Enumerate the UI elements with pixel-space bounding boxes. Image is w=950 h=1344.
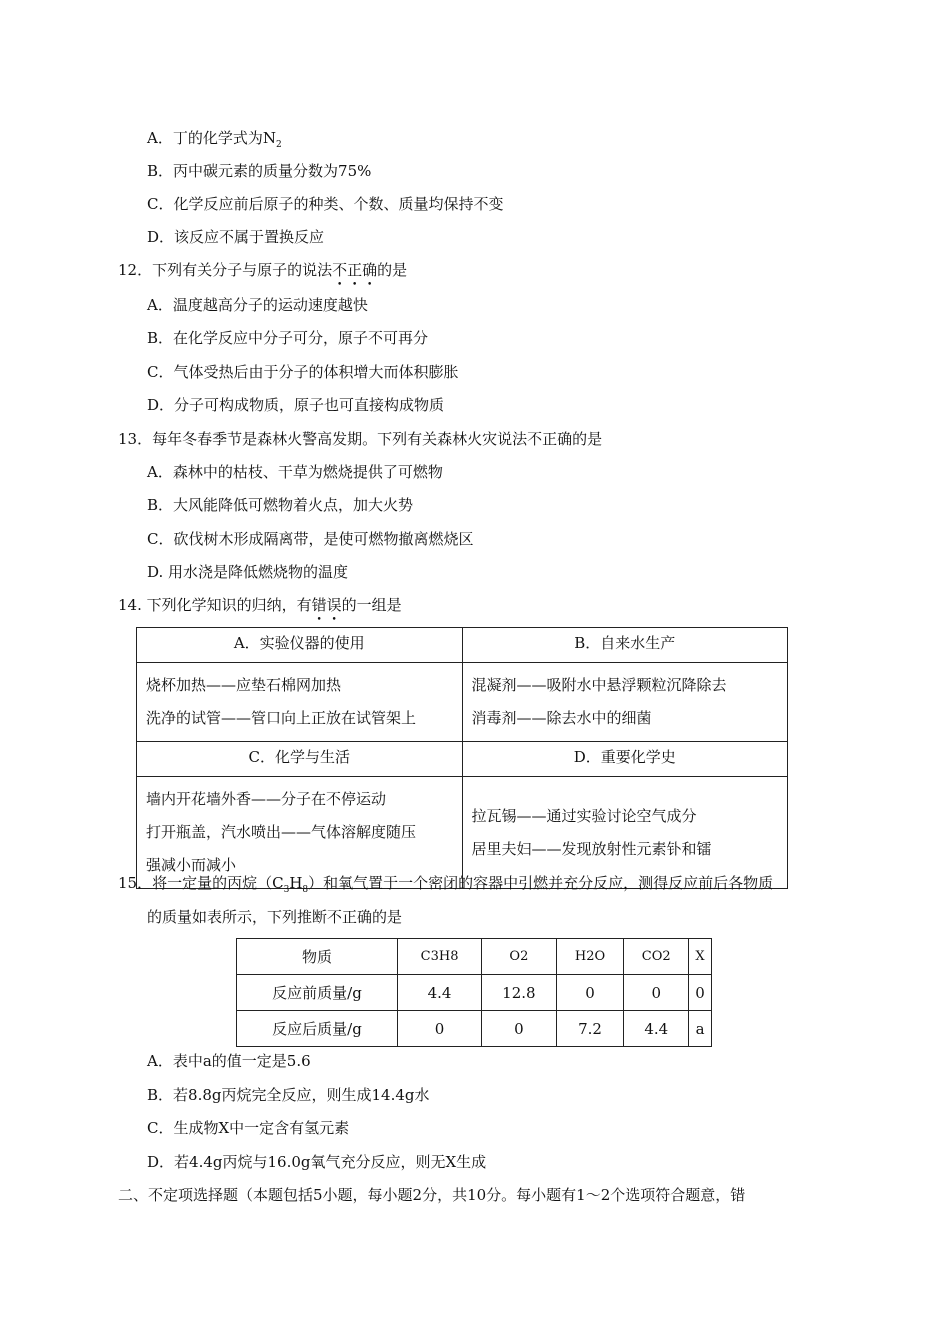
q13-option-b: B．大风能降低可燃物着火点，加大火势 — [147, 496, 414, 514]
q14-c-line-3: 强减小而减小 — [146, 856, 237, 874]
q15-head-c3h8: C3H8 — [398, 939, 482, 975]
q15-stem-line-2: 的质量如表所示，下列推断不正确的是 — [147, 908, 403, 926]
q13-option-d: D. 用水浇是降低燃烧物的温度 — [147, 563, 349, 581]
q15-head-substance: 物质 — [237, 939, 398, 975]
q15-before-x: 0 — [689, 975, 712, 1011]
q11-option-a: A．丁的化学式为$N_2$ — [147, 129, 282, 150]
q14-header-b: B．自来水生产 — [462, 628, 788, 663]
q14-b-line-1: 混凝剂——吸附水中悬浮颗粒沉降除去 — [471, 676, 727, 694]
q15-head-o2: O2 — [482, 939, 557, 975]
q12-option-a: A．温度越高分子的运动速度越快 — [147, 296, 368, 314]
q15-head-h2o: H2O — [556, 939, 624, 975]
q15-before-co2: 0 — [624, 975, 689, 1011]
q14-header-d: D．重要化学史 — [462, 742, 788, 777]
q14-d-line-2: 居里夫妇——发现放射性元素钋和镭 — [471, 839, 712, 858]
q15-after-co2: 4.4 — [624, 1011, 689, 1047]
q11-option-d: D．该反应不属于置换反应 — [147, 228, 325, 246]
q14-a-line-1: 烧杯加热——应垫石棉网加热 — [146, 676, 342, 694]
q13-option-a: A．森林中的枯枝、干草为燃烧提供了可燃物 — [147, 463, 443, 481]
q15-after-x: a — [689, 1011, 712, 1047]
q13-option-c: C．砍伐树木形成隔离带，是使可燃物撤离燃烧区 — [147, 530, 474, 548]
q15-after-o2: 0 — [482, 1011, 557, 1047]
q15-option-a: A．表中a的值一定是5.6 — [147, 1052, 311, 1070]
q15-before-label: 反应前质量/g — [237, 975, 398, 1011]
q15-head-co2: CO2 — [624, 939, 689, 975]
q11-option-c: C．化学反应前后原子的种类、个数、质量均保持不变 — [147, 195, 504, 213]
q14-b-line-2: 消毒剂——除去水中的细菌 — [471, 709, 652, 727]
q12-option-b: B．在化学反应中分子可分，原子不可再分 — [147, 329, 429, 347]
q14-c-line-1: 墙内开花墙外香——分子在不停运动 — [146, 790, 387, 808]
q15-head-x: X — [689, 939, 712, 975]
q14-cell-c — [137, 777, 463, 889]
q15-after-label: 反应后质量/g — [237, 1011, 398, 1047]
q14-table — [136, 627, 788, 889]
q14-d-line-1: 拉瓦锡——通过实验讨论空气成分 — [471, 806, 697, 825]
q15-before-h2o: 0 — [556, 975, 624, 1011]
section-2-heading: 二、不定项选择题（本题包括5小题，每小题2分，共10分。每小题有1～2个选项符合题意，错 — [118, 1186, 746, 1204]
q12-option-d: D．分子可构成物质，原子也可直接构成物质 — [147, 396, 445, 414]
q14-cell-b — [462, 663, 788, 742]
q14-cell-a — [137, 663, 463, 742]
q15-option-c: C．生成物X中一定含有氢元素 — [147, 1119, 350, 1137]
q15-after-c3h8: 0 — [398, 1011, 482, 1047]
q12-option-c: C．气体受热后由于分子的体积增大而体积膨胀 — [147, 363, 459, 381]
q14-c-line-2: 打开瓶盖，汽水喷出——气体溶解度随压 — [146, 823, 417, 841]
q15-before-c3h8: 4.4 — [398, 975, 482, 1011]
q11-option-b: B．丙中碳元素的质量分数为75% — [147, 162, 372, 180]
q13-stem: 13．每年冬春季节是森林火警高发期。下列有关森林火灾说法不正确的是 — [118, 430, 603, 448]
q14-cell-d — [462, 777, 788, 889]
q15-after-h2o: 7.2 — [556, 1011, 624, 1047]
q15-stem-line-1: 15．将一定量的丙烷$(C_3H_8)$和氧气置于一个密闭的容器中引燃并充分反应，测得反应前后各物质 — [118, 874, 774, 895]
q15-table — [236, 938, 712, 1047]
q15-option-d: D．若4.4g丙烷与16.0g氧气充分反应，则无X生成 — [147, 1153, 487, 1171]
q14-header-a: A．实验仪器的使用 — [137, 628, 463, 663]
q15-option-b: B．若8.8g丙烷完全反应，则生成14.4g水 — [147, 1086, 430, 1104]
q15-before-o2: 12.8 — [482, 975, 557, 1011]
q12-stem: 12．下列有关分子与原子的说法不正确的是 — [118, 261, 408, 279]
q14-stem: 14. 下列化学知识的归纳，有错误的一组是 — [118, 596, 402, 614]
q14-a-line-2: 洗净的试管——管口向上正放在试管架上 — [146, 709, 417, 727]
q14-header-c: C．化学与生活 — [137, 742, 463, 777]
